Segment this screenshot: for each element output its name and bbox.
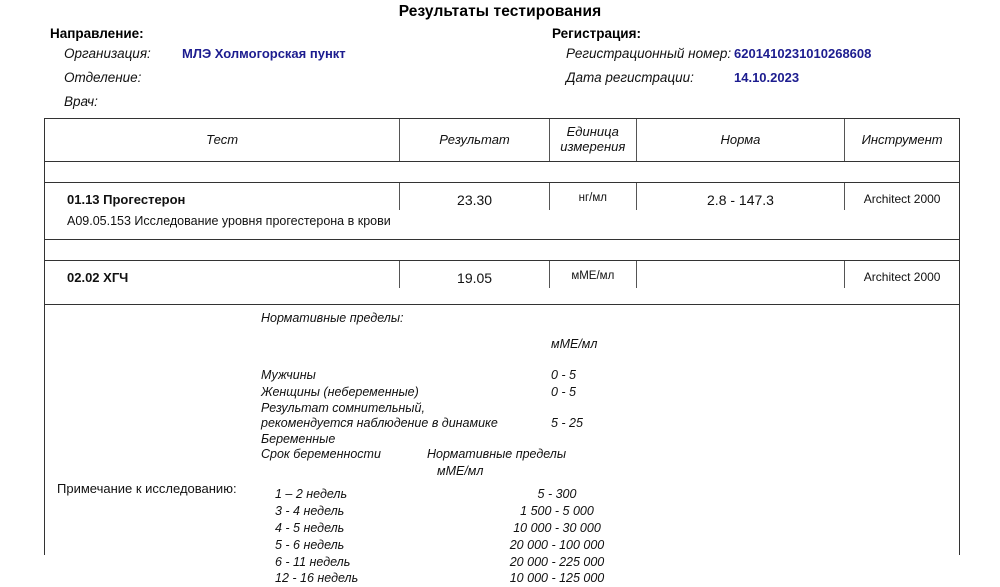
registration-field-date <box>552 70 992 94</box>
note-limit-men-label: Мужчины <box>261 368 316 383</box>
referral-organization-value: МЛЭ Холмогорская пункт <box>182 46 346 61</box>
test-norm: 2.8 - 147.3 <box>637 183 846 210</box>
weeks-range-label: 4 - 5 недель <box>275 520 345 535</box>
weeks-row <box>261 503 921 520</box>
column-header-unit <box>550 119 637 161</box>
note-pregnant-heading: Беременные <box>261 432 336 446</box>
test-main-line <box>45 183 959 210</box>
note-label: Примечание к исследованию: <box>57 481 237 497</box>
column-header-instrument: Инструмент <box>861 131 943 147</box>
weeks-row <box>261 554 921 571</box>
weeks-col2-header: Нормативные пределы <box>427 447 567 461</box>
weeks-range-label: 6 - 11 недель <box>275 554 351 569</box>
weeks-table-header <box>261 446 921 463</box>
note-title: Нормативные пределы: <box>261 311 404 326</box>
test-main-line <box>45 261 959 288</box>
note-limit-men-range: 0 - 5 <box>551 368 577 383</box>
test-instrument: Architect 2000 <box>863 270 941 285</box>
note-doubtful-line2: рекомендуется наблюдение в динамике <box>261 416 498 431</box>
note-unit-header: мМЕ/мл <box>551 337 598 352</box>
page-title: Результаты тестирования <box>398 3 602 20</box>
column-header-unit-line2: измерения <box>560 139 626 154</box>
registration-number-value: 6201410231010268608 <box>734 46 872 61</box>
test-instrument: Architect 2000 <box>863 192 941 206</box>
test-description: A09.05.153 Исследование уровня прогестерона в крови <box>67 214 391 228</box>
table-row <box>45 261 959 305</box>
note-limit-women-range: 0 - 5 <box>551 384 577 399</box>
referral-field-department <box>50 70 550 94</box>
weeks-range-value: 5 - 300 <box>537 487 577 502</box>
note-doubtful-line1: Результат сомнительный, <box>261 401 425 416</box>
weeks-range-value: 10 000 - 30 000 <box>513 520 601 535</box>
table-spacer-band <box>45 162 959 183</box>
weeks-col2-unit: мМЕ/мл <box>437 463 484 478</box>
referral-section <box>50 26 550 118</box>
weeks-range-label: 3 - 4 недель <box>275 504 345 519</box>
registration-number-label: Регистрационный номер: <box>566 46 732 61</box>
referral-department-label: Отделение: <box>64 70 142 85</box>
note-limit-women-label: Женщины (небеременные) <box>261 384 419 399</box>
referral-field-organization <box>50 46 550 70</box>
weeks-range-value: 1 500 - 5 000 <box>520 504 594 519</box>
registration-section <box>552 26 992 94</box>
weeks-row <box>261 520 921 537</box>
note-limit-women <box>261 384 921 401</box>
test-result: 19.05 <box>400 261 550 288</box>
test-name: 02.02 ХГЧ <box>45 261 400 288</box>
weeks-row <box>261 486 921 503</box>
table-row <box>45 183 959 240</box>
spacer-cell <box>45 240 959 260</box>
note-limit-men <box>261 367 921 384</box>
note-block <box>45 305 959 586</box>
weeks-table-rows <box>261 486 921 587</box>
registration-heading: Регистрация: <box>552 26 641 41</box>
weeks-range-value: 20 000 - 100 000 <box>509 537 605 552</box>
weeks-row <box>261 570 921 587</box>
column-header-result: Результат <box>400 119 550 161</box>
note-doubtful <box>261 401 921 432</box>
weeks-range-label: 1 – 2 недель <box>275 487 348 502</box>
referral-doctor-label: Врач: <box>64 94 98 109</box>
results-table <box>44 118 960 586</box>
referral-organization-label: Организация: <box>64 46 151 61</box>
test-block-padding <box>45 288 959 304</box>
referral-heading: Направление: <box>50 26 144 41</box>
test-name: 01.13 Прогестерон <box>45 183 400 210</box>
column-header-unit-line1: Единица <box>566 124 619 140</box>
column-header-test: Тест <box>45 119 400 161</box>
note-doubtful-line2-row <box>261 415 921 432</box>
referral-field-doctor <box>50 94 550 118</box>
test-unit: нг/мл <box>550 183 637 210</box>
test-unit: мМЕ/мл <box>550 261 637 288</box>
weeks-range-label: 5 - 6 недель <box>275 537 345 552</box>
weeks-range-label: 12 - 16 недель <box>275 571 359 586</box>
table-spacer-band <box>45 240 959 261</box>
weeks-range-value: 10 000 - 125 000 <box>509 571 605 586</box>
registration-date-label: Дата регистрации: <box>566 70 694 85</box>
spacer-cell <box>45 162 959 182</box>
note-doubtful-range: 5 - 25 <box>551 416 583 431</box>
column-header-norm: Норма <box>637 119 846 161</box>
table-header-row <box>45 119 959 162</box>
registration-field-number <box>552 46 992 70</box>
test-norm <box>637 261 846 288</box>
note-body <box>261 311 921 587</box>
document-meta <box>0 26 1000 114</box>
weeks-row <box>261 537 921 554</box>
registration-date-value: 14.10.2023 <box>734 70 800 85</box>
test-result: 23.30 <box>400 183 550 210</box>
weeks-range-value: 20 000 - 225 000 <box>509 554 605 569</box>
weeks-col1-header: Срок беременности <box>261 447 381 461</box>
